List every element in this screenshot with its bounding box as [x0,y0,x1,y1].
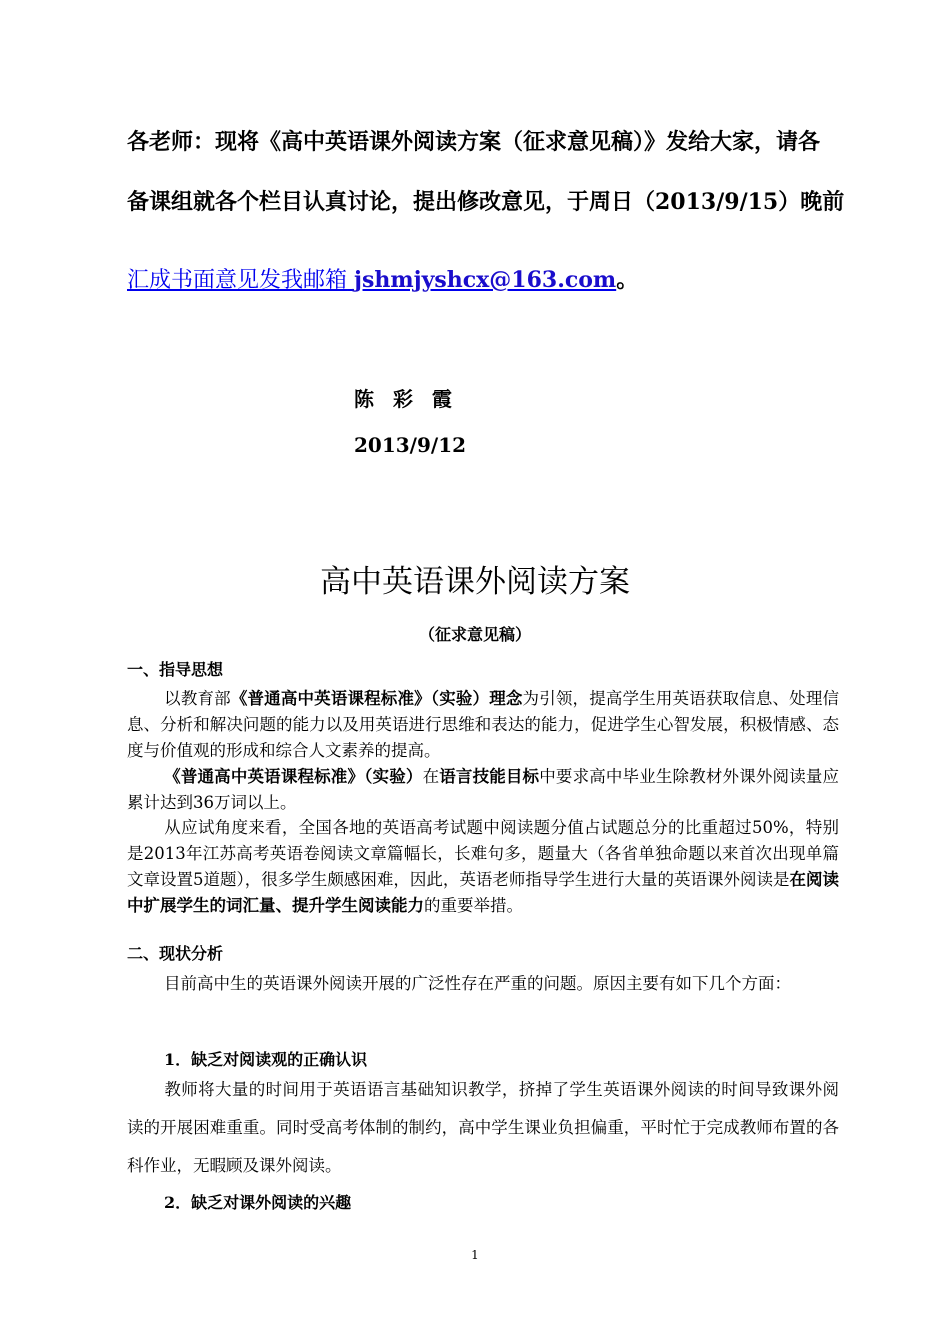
text-run: 的重要举措。 [424,896,523,915]
section-2-paragraph-1 [127,965,839,1003]
notice-line-1: 各老师：现将《高中英语课外阅读方案（征求意见稿）》发给大家，请各 [127,129,821,155]
bold-run: 《普通高中英语课程标准》（实验）理念 [230,689,523,708]
subsection-2-heading: 2．缺乏对课外阅读的兴趣 [164,1193,352,1212]
text-run: 为引领，提高学生用英语获取信息、处理信息、分析和解决问题的能力以及用英语进行思维和表达的能力，促进学生心智发展，积极情感、态度与价值观的形成和综合人文素养的提高。 [127,689,840,760]
document-subtitle: （征求意见稿） [418,625,531,644]
section-1-paragraph-3 [127,815,839,919]
text-run: 中要求高中毕业生除教材外课外阅读量应累计达到36万词以上。 [127,767,840,812]
signature-date: 2013/9/12 [354,433,467,457]
section-2-heading: 二、现状分析 [127,944,224,963]
email-address: jshmjyshcx@163.com [354,267,617,293]
bold-run: 《普通高中英语课程标准》（实验） [164,767,423,786]
notice-line-2: 备课组就各个栏目认真讨论，提出修改意见，于周日（2013/9/15）晚前 [127,189,845,215]
notice-line-3-tail: 。 [616,267,639,293]
text-run: 从应试角度来看，全国各地的英语高考试题中阅读题分值占试题总分的比重超过50%，特别是2013年江苏高考英语卷阅读文章篇幅长，长难句多，题量大（各省单独命题以来首次出现单篇文章设置5道题），很多学生颇感困难，因此，英语老师指导学生进行大量的英语课外阅读是 [127,818,839,889]
page-number: 1 [471,1248,479,1262]
bold-run: 在阅读中扩展学生的词汇量、提升学生阅读能力 [127,870,840,915]
section-1-heading: 一、指导思想 [127,660,224,679]
bold-run: 语言技能目标 [439,767,540,786]
subsection-1-heading: 1．缺乏对阅读观的正确认识 [164,1050,368,1069]
signer-name: 陈 彩 霞 [354,387,458,411]
section-1-paragraph-1 [127,686,839,764]
email-link[interactable] [127,268,616,293]
text-run: 目前高中生的英语课外阅读开展的广泛性存在严重的问题。原因主要有如下几个方面： [164,974,791,993]
email-link-text: 汇成书面意见发我邮箱 [127,268,348,293]
subsection-1-paragraph [127,1071,839,1185]
text-run: 以教育部 [164,689,231,708]
notice-line-3 [127,266,839,295]
text-run: 教师将大量的时间用于英语语言基础知识教学，挤掉了学生英语课外阅读的时间导致课外阅读的开展困难重重。同时受高考体制的制约，高中学生课业负担偏重，平时忙于完成教师布置的各科作业，无暇顾及课外阅读。 [127,1080,839,1175]
text-run: 在 [422,767,440,786]
section-1-paragraph-2 [127,764,839,816]
document-title: 高中英语课外阅读方案 [320,564,630,600]
